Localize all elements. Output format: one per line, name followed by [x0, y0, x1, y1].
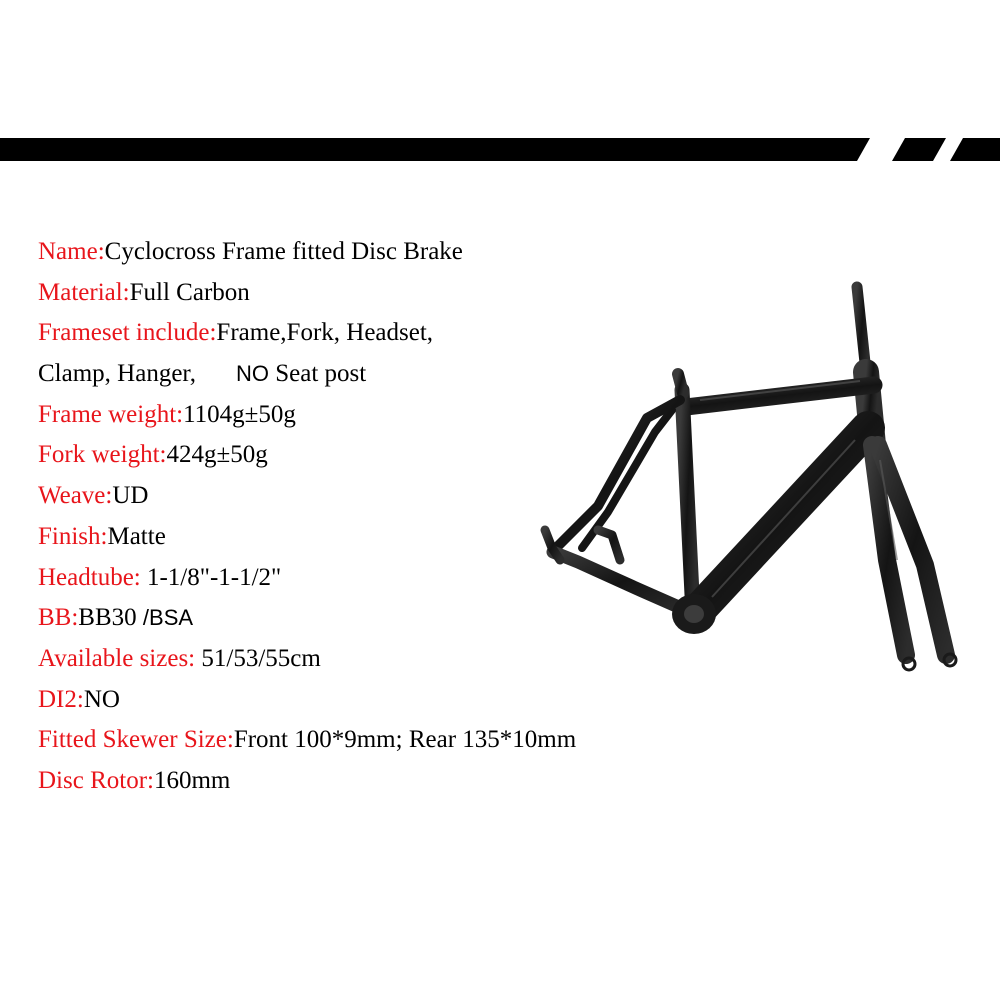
- spec-di2: [38, 680, 576, 721]
- spec-label: Frame weight:: [38, 400, 184, 428]
- spec-label: Name:: [38, 238, 105, 265]
- band-slash-2: [950, 138, 1000, 161]
- spec-label: Fitted Skewer Size:: [38, 726, 234, 754]
- spec-value: BB30: [78, 604, 143, 632]
- spec-value: 1-1/8"-1-1/2": [140, 563, 282, 591]
- spec-value: 424g±50g: [166, 441, 268, 469]
- spec-frameset: [38, 313, 576, 354]
- spec-label: BB:: [38, 604, 79, 632]
- spec-weave: [38, 476, 576, 517]
- spec-fork-weight: [38, 435, 576, 476]
- spec-value: 160mm: [153, 766, 231, 794]
- spec-bb: [38, 598, 576, 639]
- spec-value-bsa: /BSA: [142, 605, 194, 631]
- band-slash-1: [892, 138, 946, 161]
- spec-label: Headtube:: [38, 563, 141, 591]
- spec-value: Frame,Fork, Headset,: [216, 319, 434, 347]
- spec-value: Front 100*9mm; Rear 135*10mm: [233, 726, 577, 754]
- spec-label: Available sizes:: [38, 644, 196, 672]
- spec-skewer: [38, 720, 576, 761]
- spec-rotor: [38, 761, 576, 802]
- spec-label: DI2:: [38, 685, 84, 713]
- spec-value: Cyclocross Frame fitted Disc Brake: [104, 238, 463, 265]
- spec-value: UD: [112, 482, 149, 510]
- spec-name: [38, 232, 576, 273]
- spec-label: Disc Rotor:: [38, 766, 154, 794]
- spec-label: Fork weight:: [38, 441, 167, 469]
- spec-label: Material:: [38, 278, 130, 306]
- spec-value: 51/53/55cm: [195, 644, 321, 672]
- spec-label: Weave:: [38, 482, 113, 510]
- spec-value: Full Carbon: [129, 278, 250, 306]
- spec-finish: [38, 517, 576, 558]
- spec-value: 1104g±50g: [183, 400, 296, 428]
- spec-headtube: [38, 558, 576, 599]
- spec-value: NO: [83, 685, 120, 713]
- spec-value: Matte: [107, 522, 166, 550]
- spec-material: [38, 273, 576, 314]
- spec-label: Frameset include:: [38, 319, 217, 347]
- spec-value: Seat post: [268, 360, 367, 388]
- bicycle-frame-illustration: [530, 270, 970, 690]
- band-main-stripe: [0, 138, 870, 161]
- spec-sizes: [38, 639, 576, 680]
- spec-frameset-continued: [38, 354, 576, 395]
- spec-value: Clamp, Hanger,: [38, 360, 196, 388]
- decorative-top-band: [0, 0, 1000, 170]
- spec-value-no: NO: [235, 361, 269, 387]
- spec-label: Finish:: [38, 522, 108, 550]
- spec-list: [38, 232, 576, 802]
- spec-frame-weight: [38, 395, 576, 436]
